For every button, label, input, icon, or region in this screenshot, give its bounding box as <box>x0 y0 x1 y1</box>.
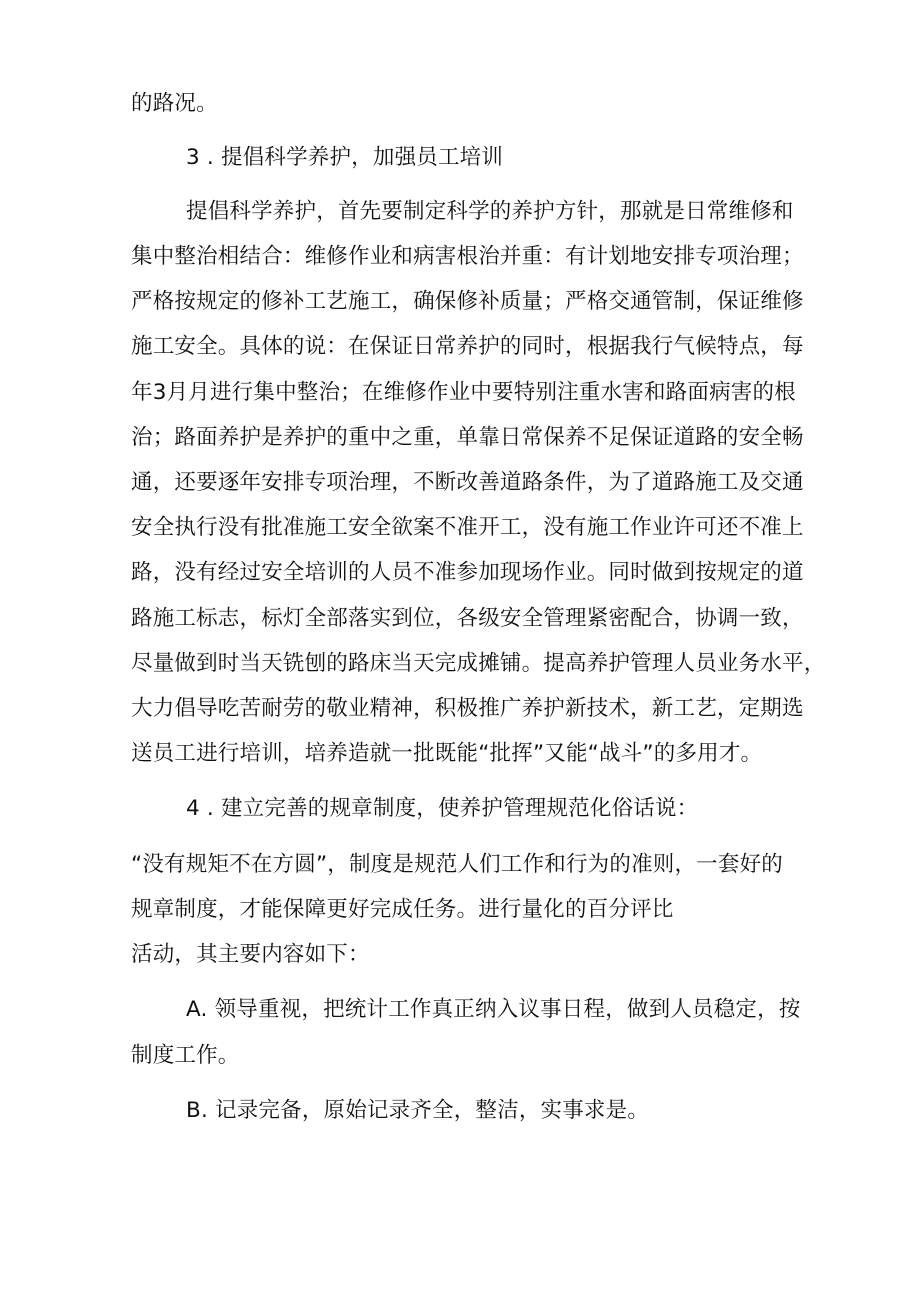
section-heading-4: 4 . 建立完善的规章制度，使养护管理规范化俗话说： <box>186 796 699 821</box>
text-line: 治；路面养护是养护的重中之重，单靠日常保养不足保证道路的安全畅 <box>131 425 804 450</box>
text-line: 通，还要逐年安排专项治理，不断改善道路条件，为了道路施工及交通 <box>131 470 804 495</box>
text-line: 施工安全。具体的说：在保证日常养护的同时，根据我行气候特点，每 <box>131 334 804 359</box>
text-line: 规章制度，才能保障更好完成任务。进行量化的百分评比 <box>131 897 674 922</box>
list-item-a: A. 领导重视，把统计工作真正纳入议事日程，做到人员稳定，按 <box>186 997 801 1022</box>
text-line: 活动，其主要内容如下： <box>131 942 370 967</box>
text-line: 大力倡导吃苦耐劳的敬业精神，积极推广养护新技术，新工艺，定期选 <box>131 696 804 721</box>
text-line: 尽量做到时当天铣刨的路床当天完成摊铺。提高养护管理人员业务水平， <box>131 651 826 676</box>
list-item-b: B. 记录完备，原始记录齐全，整洁，实事求是。 <box>186 1098 650 1123</box>
section-heading-3: 3 . 提倡科学养护，加强员工培训 <box>186 145 504 170</box>
text-line: 的路况。 <box>131 91 218 116</box>
text-line: 严格按规定的修补工艺施工，确保修补质量；严格交通管制，保证维修 <box>131 289 804 314</box>
text-line: 安全执行没有批准施工安全欲案不准开工，没有施工作业许可还不准上 <box>131 515 804 540</box>
text-line: 送员工进行培训，培养造就一批既能“批挥”又能“战斗”的多用才。 <box>131 741 763 766</box>
text-line: “没有规矩不在方圆”，制度是规范人们工作和行为的准则，一套好的 <box>131 852 783 877</box>
text-line: 路，没有经过安全培训的人员不准参加现场作业。同时做到按规定的道 <box>131 560 804 585</box>
text-line: 提倡科学养护，首先要制定科学的养护方针，那就是日常维修和 <box>186 199 794 224</box>
text-line: 制度工作。 <box>131 1043 240 1068</box>
text-line: 年3月月进行集中整治；在维修作业中要特别注重水害和路面病害的根 <box>131 380 796 405</box>
text-line: 路施工标志，标灯全部落实到位，各级安全管理紧密配合，协调一致， <box>131 606 804 631</box>
text-line: 集中整治相结合：维修作业和病害根治并重：有计划地安排专项治理； <box>131 244 804 269</box>
